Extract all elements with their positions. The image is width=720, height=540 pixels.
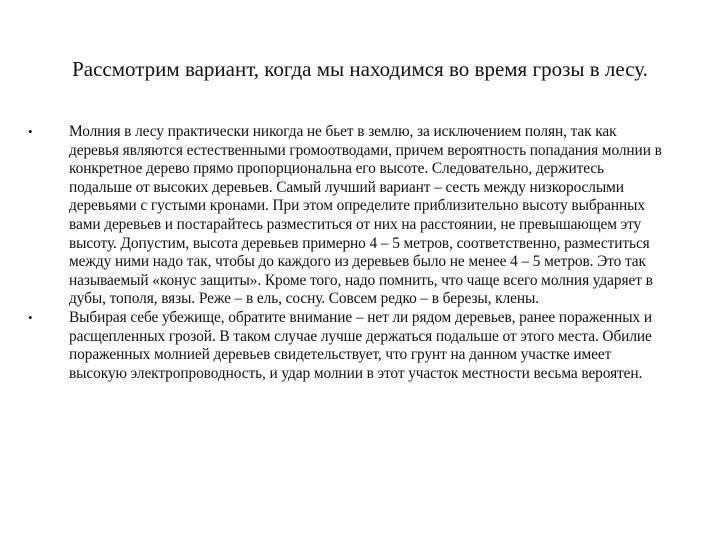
bullet-icon: • [28,124,33,139]
bullet-text: Выбирая себе убежище, обратите внимание – нет ли рядом деревьев, ранее пораженных и расщепленных грозой. В таком случае лучше держаться подальше от этого места. Обилие пораженных молнией деревьев свидетельствует, что грунт на данном участке имеет высокую электропроводность, и удар молнии в этот участок местности весьма вероятен. [69,308,652,382]
bullet-icon: • [28,309,33,325]
bullet-text: Молния в лесу практически никогда не бьет в землю, за исключением полян, так как деревья являются естественными громоотводами, причем вероятность попадания молнии в конкретное дерево прямо пропорциональна его высоте. Следовательно, держитесь подальше от высоких деревьев. Самый лучший вариант – сесть между низкорослыми деревьями с густыми кронами. При этом определите приблизительно высоту выбранных вами деревьев и постарайтесь разместиться от них на расстоянии, не превышающем эту высоту. Допустим, высота деревьев примерно 4 – 5 метров, соответственно, разместиться между ними надо так, чтобы до каждого из деревьев было не менее 4 – 5 метров. Это так называемый «конус защиты». Кроме того, надо помнить, что чаще всего молния ударяет в дубы, тополя, вязы. Реже – в ель, сосну. Совсем редко – в березы, клены. [69,123,662,308]
bullet-item-lightning-in-forest [28,123,668,309]
bullet-item-choosing-shelter [28,309,668,383]
slide-title: Рассмотрим вариант, когда мы находимся во время грозы в лесу. [72,57,648,81]
bullet-list [28,123,668,383]
